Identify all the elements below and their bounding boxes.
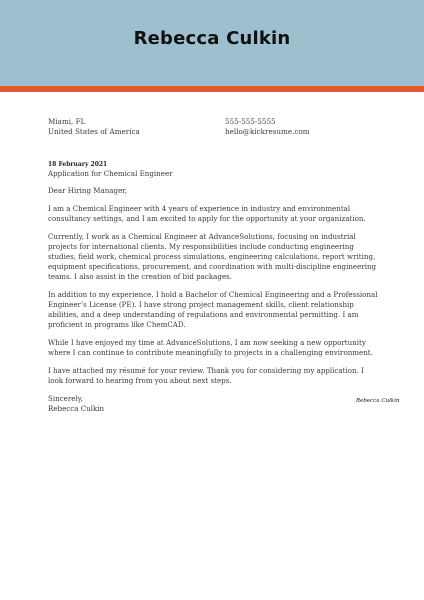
letter-paragraph: While I have enjoyed my time at AdvanceSolutions, I am now seeking a new opportunity where I can continue to contribute meaningfully to projects in a challenging environment. [48, 338, 373, 357]
closing-name: Rebecca Culkin [48, 404, 105, 413]
contact-city: Miami, FL [48, 117, 86, 126]
letter-body [48, 169, 378, 414]
letter-subject: Application for Chemical Engineer [48, 169, 173, 178]
contact-phone: 555-555-5555 [225, 117, 276, 126]
contact-email: hello@kickresume.com [225, 127, 310, 136]
applicant-name: Rebecca Culkin [133, 28, 291, 49]
letter-closing [48, 394, 378, 414]
contact-details [225, 117, 310, 137]
closing-phrase: Sincerely, [48, 394, 84, 403]
contact-address [48, 117, 140, 137]
contact-country: United States of America [48, 127, 140, 136]
letter-date: 18 February 2021 [48, 161, 108, 168]
letter-greeting: Dear Hiring Manager, [48, 186, 128, 195]
letter-paragraph: I have attached my résumé for your review. Thank you for considering my application. I look forward to hearing from you about next steps. [48, 366, 364, 385]
letter-paragraph: In addition to my experience, I hold a Bachelor of Chemical Engineering and a Professional Engineer’s License (PE). I have strong project management skills, client relationship abilities, and a deep understanding of regulations and environmental permitting. I am proficient in programs like ChemCAD. [48, 290, 378, 329]
header-banner [0, 0, 424, 86]
letter-paragraph: Currently, I work as a Chemical Engineer at AdvanceSolutions, focusing on industrial projects for international clients. My responsibilities include conducting engineering studies, field work, chemical process simulations, engineering calculations, report writing, equipment specifications, procurement, and coordination with multi-discipline engineering teams. I also assist in the creation of bid packages. [48, 232, 377, 281]
header-accent-stripe [0, 86, 424, 92]
letter-paragraph: I am a Chemical Engineer with 4 years of experience in industry and environmental consultancy settings, and I am excited to apply for the opportunity at your organization. [48, 204, 366, 223]
signature: Rebecca Culkin [356, 398, 400, 404]
